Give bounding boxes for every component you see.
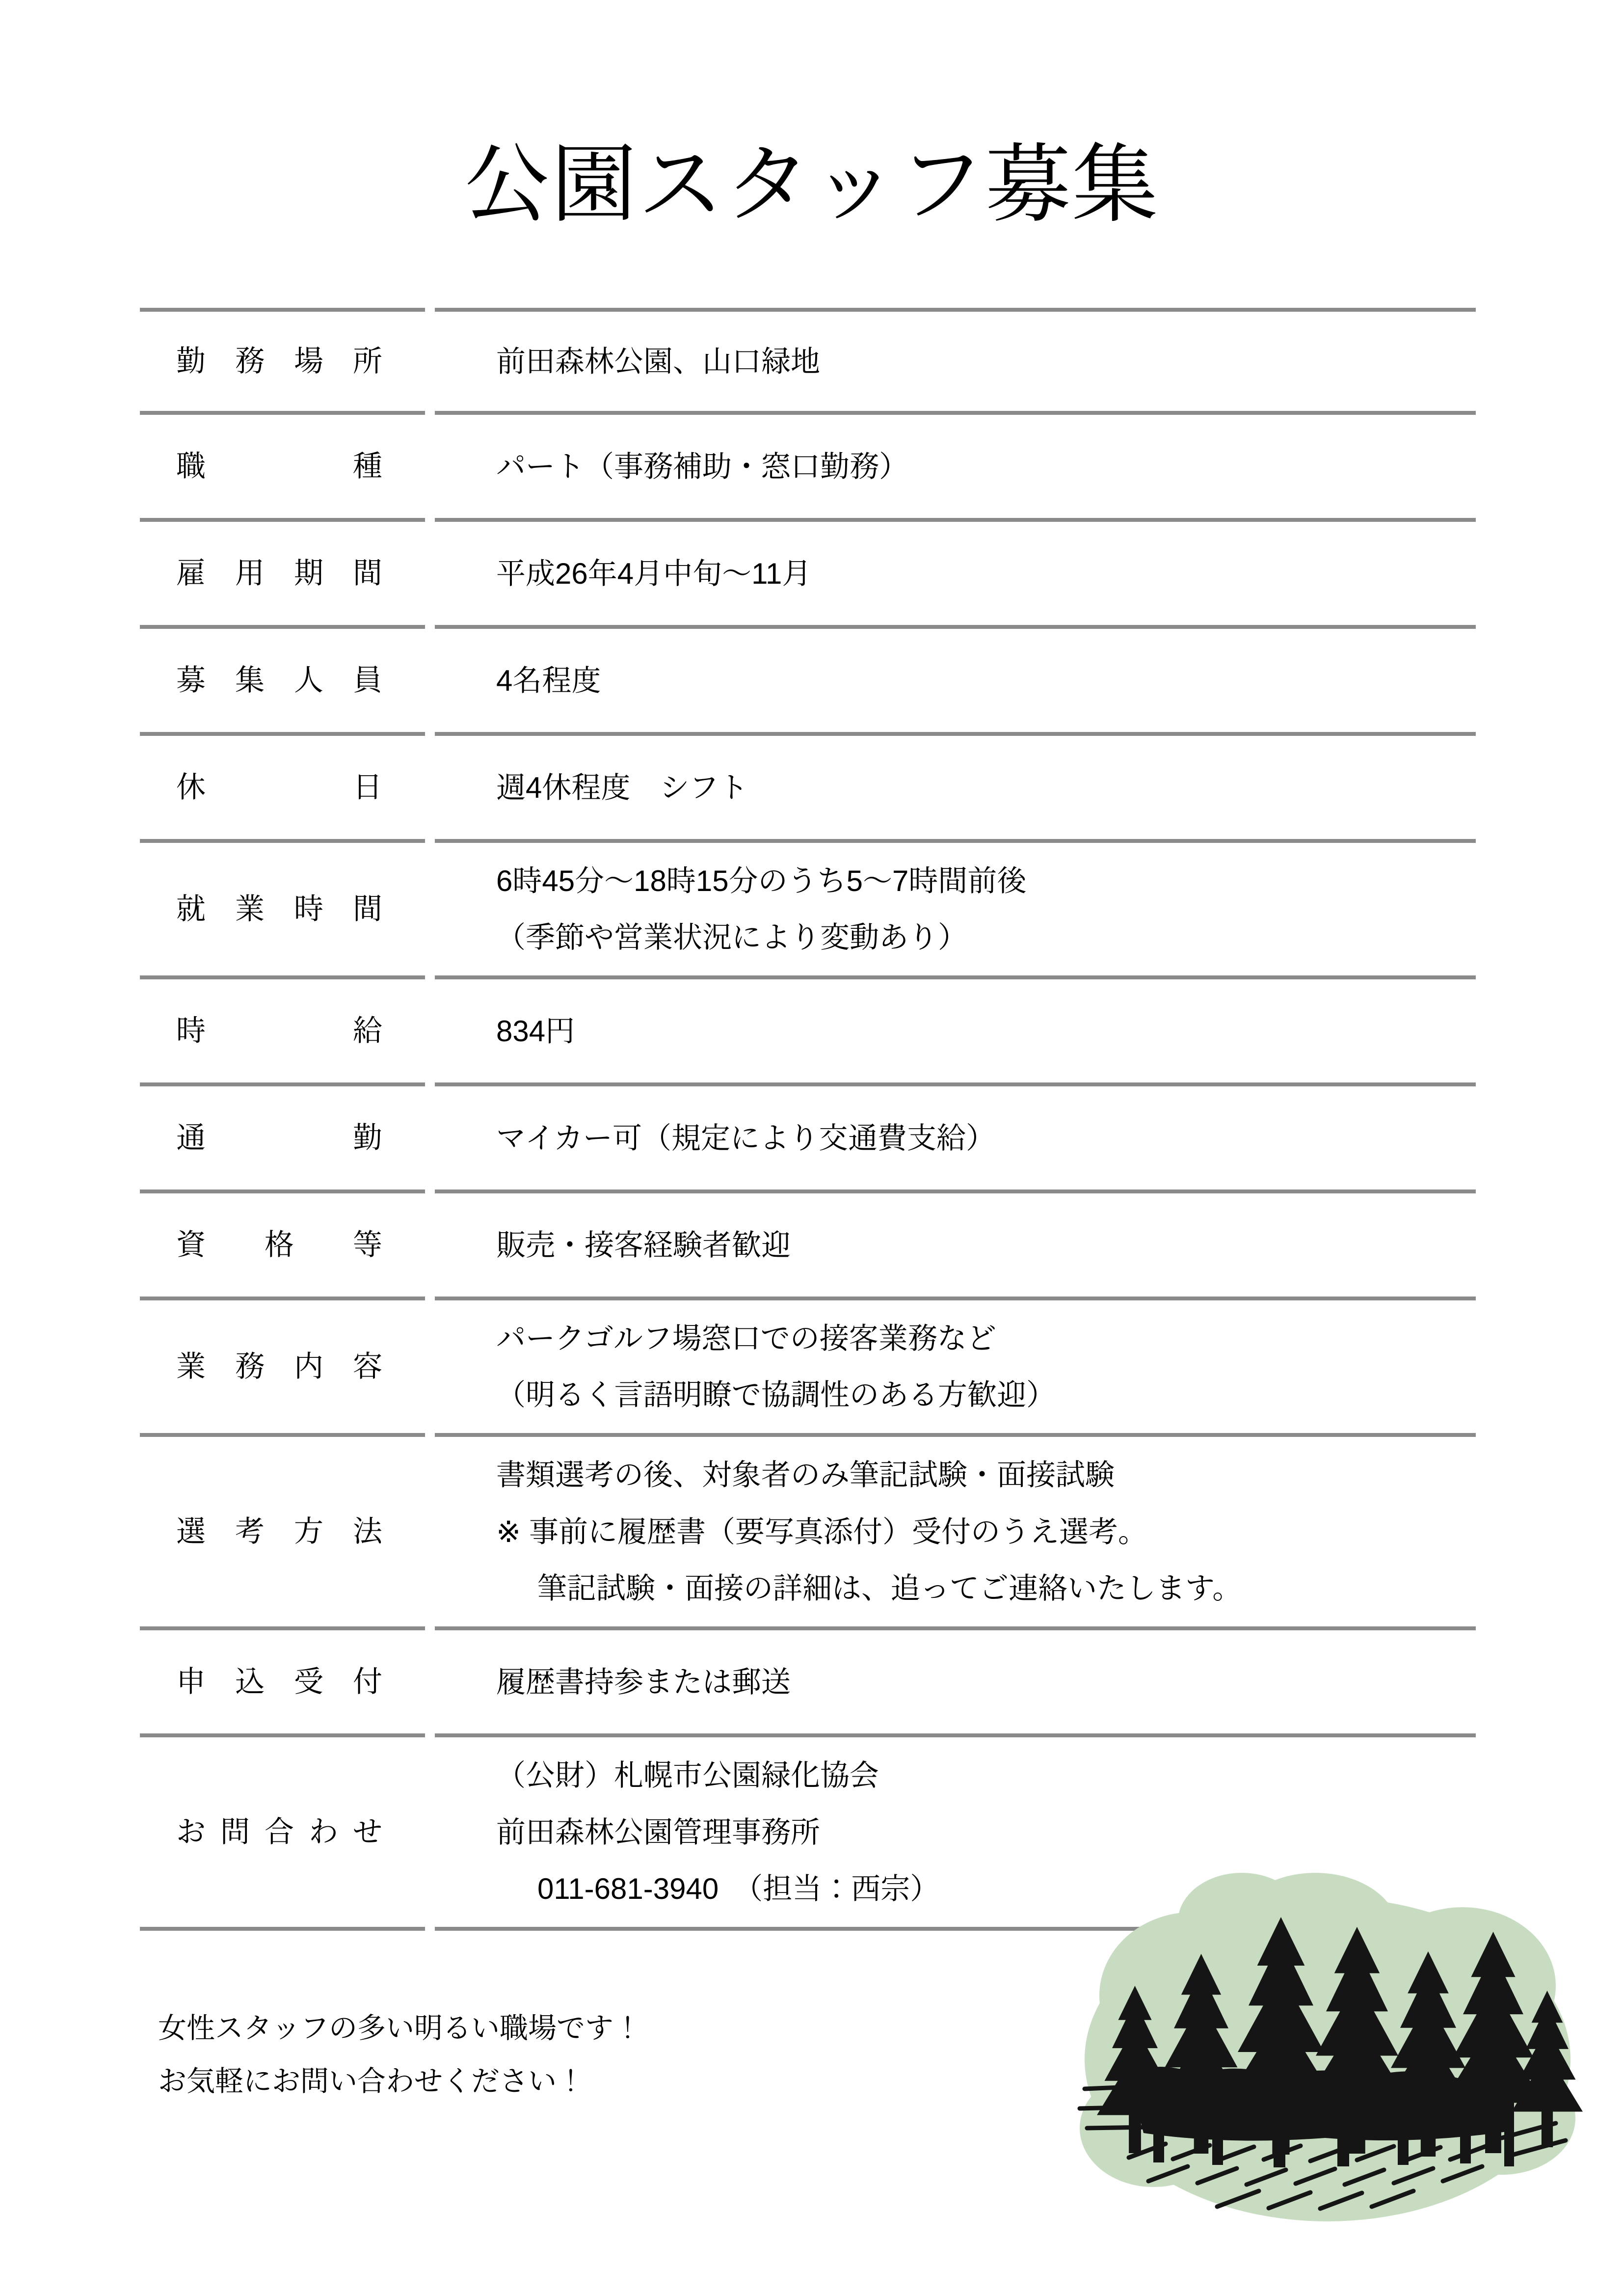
- value-line: 6時45分～18時15分のうち5～7時間前後: [496, 864, 1027, 897]
- row-label-cell: [140, 736, 425, 843]
- divider-gap: [425, 979, 435, 1086]
- label-char: 考: [235, 1515, 265, 1548]
- row-label-cell: [140, 843, 425, 979]
- row-label: [176, 1664, 382, 1700]
- row-value-cell: [435, 308, 1476, 415]
- row-label: [176, 1013, 382, 1049]
- label-char: 通: [176, 1121, 206, 1154]
- label-char: 間: [353, 557, 382, 590]
- row-label: [176, 770, 382, 805]
- table-row: [140, 843, 1476, 979]
- table-row: [140, 1300, 1476, 1437]
- table-row: [140, 736, 1476, 843]
- pine-forest-icon: [1070, 1863, 1585, 2236]
- row-label: [176, 891, 382, 927]
- label-char: 時: [294, 892, 323, 925]
- table-row: [140, 415, 1476, 522]
- row-value-cell: [435, 736, 1476, 843]
- divider-gap: [425, 1737, 435, 1931]
- divider-gap: [425, 522, 435, 629]
- divider-gap: [425, 629, 435, 736]
- value-line: ※ 事前に履歴書（要写真添付）受付のうえ選考。: [496, 1515, 1147, 1548]
- label-char: お: [176, 1815, 206, 1848]
- label-char: 職: [176, 450, 206, 483]
- label-char: 務: [235, 345, 265, 378]
- label-char: 勤: [353, 1121, 382, 1154]
- label-char: 業: [176, 1350, 206, 1383]
- row-label-cell: [140, 1437, 425, 1630]
- row-label: [176, 556, 382, 591]
- divider-gap: [425, 1630, 435, 1737]
- value-line: （季節や営業状況により変動あり）: [496, 921, 967, 954]
- label-char: 受: [294, 1665, 323, 1698]
- label-char: 資: [176, 1228, 206, 1261]
- label-char: 種: [353, 450, 382, 483]
- label-char: 容: [353, 1350, 382, 1383]
- row-label-cell: [140, 1086, 425, 1193]
- row-value-cell: [435, 1630, 1476, 1737]
- row-value-cell: [435, 629, 1476, 736]
- row-value-cell: [435, 843, 1476, 979]
- row-label: [176, 663, 382, 698]
- row-label-cell: [140, 1630, 425, 1737]
- label-char: 員: [353, 664, 382, 697]
- table-row: [140, 629, 1476, 736]
- table-row: [140, 1630, 1476, 1737]
- row-value-cell: [435, 1193, 1476, 1300]
- table-row: [140, 1437, 1476, 1630]
- label-char: 法: [353, 1515, 382, 1548]
- row-value-cell: [435, 979, 1476, 1086]
- label-char: 選: [176, 1515, 206, 1548]
- value-line: 週4休程度 シフト: [496, 771, 748, 804]
- footer-line-1: 女性スタッフの多い明るい職場です！: [158, 2012, 642, 2044]
- page-title: 公園スタッフ募集: [464, 137, 1159, 233]
- value-line: パークゴルフ場窓口での接客業務など: [496, 1322, 996, 1355]
- value-line: 履歴書持参または郵送: [496, 1665, 791, 1699]
- label-char: 集: [235, 664, 265, 697]
- value-line: （明るく言語明瞭で協調性のある方歓迎）: [496, 1378, 1056, 1411]
- value-line: 書類選考の後、対象者のみ筆記試験・面接試験: [496, 1459, 1115, 1492]
- row-label-cell: [140, 979, 425, 1086]
- value-line: （公財）札幌市公園緑化協会: [496, 1759, 879, 1792]
- row-value-cell: [435, 415, 1476, 522]
- row-label: [176, 344, 382, 379]
- row-label: [176, 1227, 382, 1263]
- value-line: 前田森林公園、山口緑地: [496, 345, 820, 378]
- label-char: 内: [294, 1350, 323, 1383]
- divider-gap: [425, 1086, 435, 1193]
- label-char: 務: [235, 1350, 265, 1383]
- label-char: 期: [294, 557, 323, 590]
- table-row: [140, 1086, 1476, 1193]
- label-char: 所: [353, 345, 382, 378]
- label-char: 方: [294, 1515, 323, 1548]
- label-char: 勤: [176, 345, 206, 378]
- value-line: 平成26年4月中旬～11月: [496, 557, 812, 590]
- value-line: 834円: [496, 1014, 575, 1048]
- label-char: 用: [235, 557, 265, 590]
- label-char: 日: [353, 771, 382, 804]
- label-char: わ: [309, 1815, 338, 1848]
- row-label-cell: [140, 308, 425, 415]
- divider-gap: [425, 1300, 435, 1437]
- label-char: 込: [235, 1665, 265, 1698]
- row-value-cell: [435, 522, 1476, 629]
- value-line: パート（事務補助・窓口勤務）: [496, 450, 908, 483]
- value-line: 前田森林公園管理事務所: [496, 1815, 820, 1849]
- divider-gap: [425, 843, 435, 979]
- row-label-cell: [140, 1300, 425, 1437]
- label-char: 場: [294, 345, 323, 378]
- row-value-cell: [435, 1437, 1476, 1630]
- label-char: 合: [265, 1815, 294, 1848]
- label-char: 時: [176, 1014, 206, 1047]
- job-details-table: [140, 308, 1476, 1931]
- label-char: 雇: [176, 557, 206, 590]
- row-value-cell: [435, 1300, 1476, 1437]
- table-row: [140, 522, 1476, 629]
- row-label: [176, 1120, 382, 1156]
- row-label-cell: [140, 415, 425, 522]
- table-row: [140, 308, 1476, 415]
- row-label-cell: [140, 522, 425, 629]
- label-char: 等: [353, 1228, 382, 1261]
- value-line: 011-681-3940 （担当：西宗）: [537, 1872, 940, 1905]
- label-char: 格: [265, 1228, 294, 1261]
- label-char: 人: [294, 664, 323, 697]
- divider-gap: [425, 736, 435, 843]
- value-line: 筆記試験・面接の詳細は、追ってご連絡いたします。: [537, 1571, 1242, 1605]
- label-char: 間: [353, 892, 382, 925]
- footer-note: [158, 2002, 642, 2108]
- row-label-cell: [140, 629, 425, 736]
- label-char: 募: [176, 664, 206, 697]
- divider-gap: [425, 308, 435, 415]
- value-line: 4名程度: [496, 664, 601, 697]
- label-char: 給: [353, 1014, 382, 1047]
- label-char: 問: [220, 1815, 250, 1848]
- label-char: 申: [176, 1665, 206, 1698]
- value-line: マイカー可（規定により交通費支給）: [496, 1121, 995, 1155]
- divider-gap: [425, 415, 435, 522]
- label-char: 就: [176, 892, 206, 925]
- label-char: せ: [353, 1815, 382, 1848]
- row-label: [176, 449, 382, 484]
- row-label: [176, 1349, 382, 1384]
- row-label-cell: [140, 1737, 425, 1931]
- divider-gap: [425, 1437, 435, 1630]
- label-char: 付: [353, 1665, 382, 1698]
- row-value-cell: [435, 1086, 1476, 1193]
- row-label-cell: [140, 1193, 425, 1300]
- table-row: [140, 1193, 1476, 1300]
- label-char: 業: [235, 892, 265, 925]
- footer-line-2: お気軽にお問い合わせください！: [158, 2065, 585, 2097]
- label-char: 休: [176, 771, 206, 804]
- value-line: 販売・接客経験者歓迎: [496, 1228, 791, 1262]
- row-label: [176, 1514, 382, 1549]
- divider-gap: [425, 1193, 435, 1300]
- table-row: [140, 979, 1476, 1086]
- row-label: [176, 1814, 382, 1850]
